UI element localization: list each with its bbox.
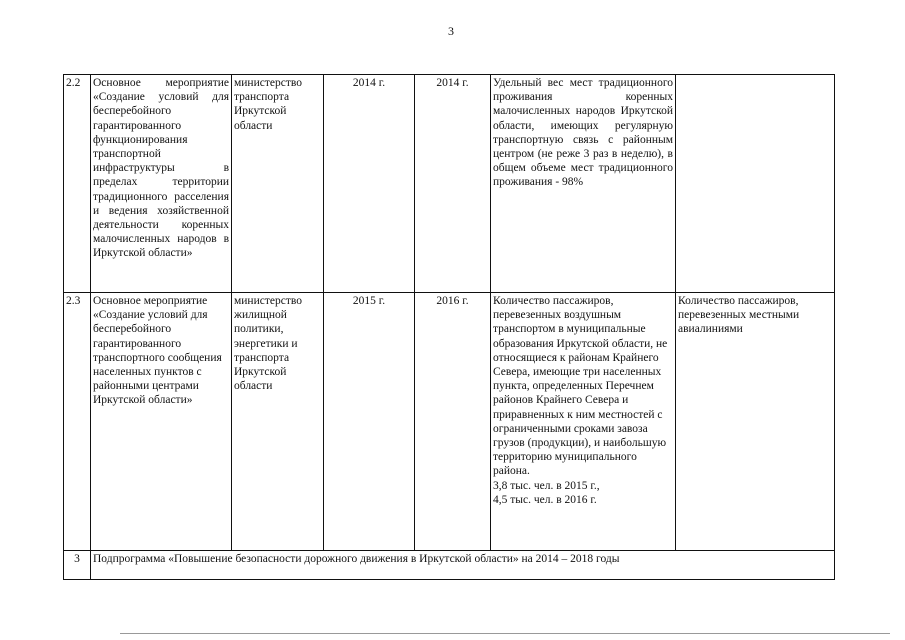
start-year: 2015 г. — [324, 293, 415, 551]
activity-name: Основное мероприятие «Создание условий для бесперебойного гарантированного транспортного сообщения населенных пунктов с районными центрами Иркутской области» — [91, 293, 232, 551]
start-year: 2014 г. — [324, 75, 415, 293]
target-indicator: Удельный вес мест традиционного проживания коренных малочисленных народов Иркутской области, имеющих регулярную транспортную связь с районным центром (не реже 3 раз в неделю), в общем объеме мест традиционного проживания - 98% — [491, 75, 676, 293]
indicator-value-2015: 3,8 тыс. чел. в 2015 г., — [493, 479, 600, 492]
row-number: 2.3 — [64, 293, 91, 551]
program-table — [63, 74, 835, 580]
page-number: 3 — [448, 24, 454, 38]
end-year: 2014 г. — [415, 75, 491, 293]
end-year: 2016 г. — [415, 293, 491, 551]
page-edge-line — [120, 633, 890, 634]
row-number: 2.2 — [64, 75, 91, 293]
table-row — [64, 293, 835, 551]
indicator-value-2016: 4,5 тыс. чел. в 2016 г. — [493, 493, 597, 506]
target-indicator-2: Количество пассажиров, перевезенных местными авиалиниями — [676, 293, 835, 551]
subprogram-number: 3 — [64, 551, 91, 580]
target-indicator-2 — [676, 75, 835, 293]
target-indicator-cell — [491, 293, 676, 551]
table-row — [64, 75, 835, 293]
activity-name: Основное мероприятие «Создание условий для бесперебойного гарантированного функционирования транспортной инфраструктуры в пределах территории традиционного расселения и ведения хозяйственной деятельности коренных малочисленных народов в Иркутской области» — [91, 75, 232, 293]
responsible-executor: министерство транспорта Иркутской области — [232, 75, 324, 293]
subprogram-row — [64, 551, 835, 580]
target-indicator: Количество пассажиров, перевезенных воздушным транспортом в муниципальные образования Иркутской области, не относящиеся к районам Крайнего Севера, имеющие три населенных пункта, определенных Перечнем районов Крайнего Севера и приравненных к ним местностей с ограниченными сроками завоза грузов (продукции), и наибольшую территорию муниципального района. — [493, 295, 668, 478]
subprogram-title: Подпрограмма «Повышение безопасности дорожного движения в Иркутской области» на 2014 – 2018 годы — [91, 551, 835, 580]
responsible-executor: министерство жилищной политики, энергетики и транспорта Иркутской области — [232, 293, 324, 551]
